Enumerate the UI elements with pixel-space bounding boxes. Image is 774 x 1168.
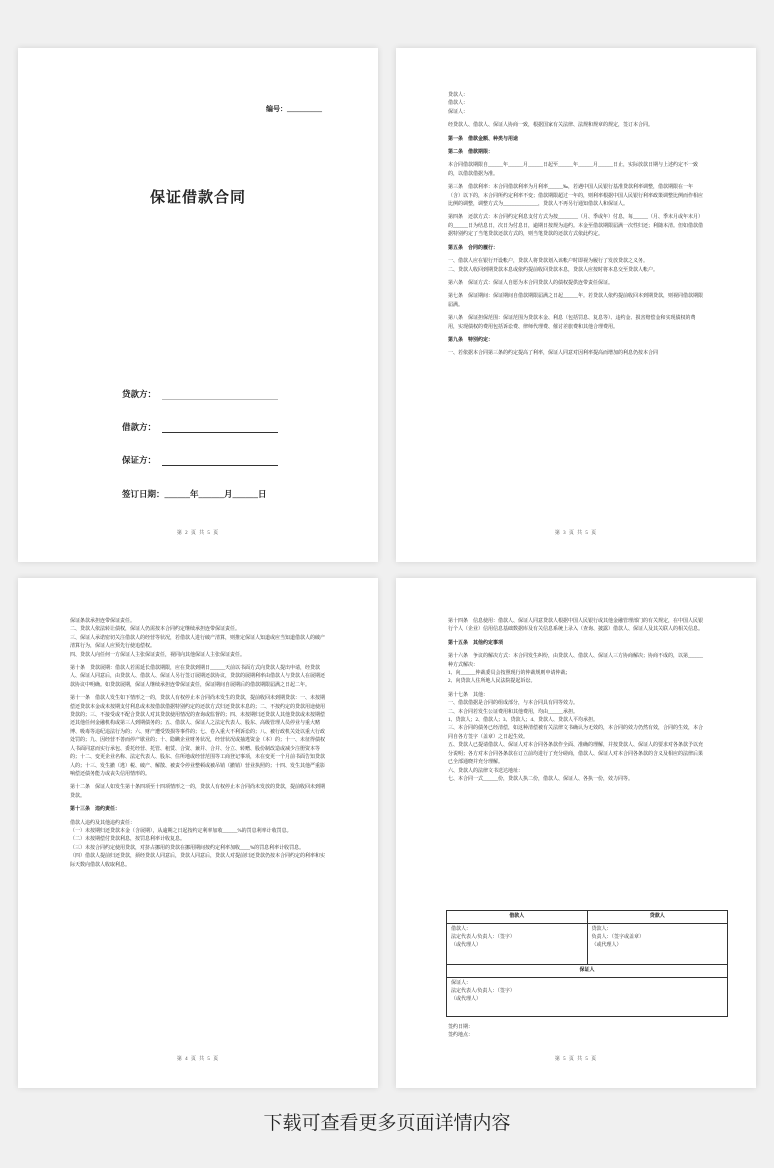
lender-header: 借款人	[447, 911, 588, 924]
clause-paragraph: 经贷款人、借款人、保证人协商一致，根据国家有关法律、法规和规章的规定，签订本合同。	[448, 123, 654, 129]
clause-paragraph: 第十六条 争议的解决方式：本合同发生纠纷，由贷款人、借款人、保证人三方协商解决；协商不成的，以第______种方式解决： 1、向______仲裁委员会按照现行的仲裁规则申请仲裁； 2、向贷款人住所地人民法院提起诉讼。	[448, 654, 704, 685]
sign-date: 签订日期：______年______月______日	[122, 489, 267, 499]
clause-paragraph: 一、若依据本合同第三条的约定提高了利率，保证人同意对因利率提高而增加的利息仍按本合同	[448, 351, 659, 357]
guarantor-header: 保证人	[447, 965, 728, 978]
section-heading: 第二条 借款期限：	[448, 150, 494, 156]
signature-table	[446, 910, 728, 1017]
lender-field	[122, 388, 278, 400]
page-body	[448, 92, 704, 364]
clause-paragraph: 第七条 保证期间：保证期间自借款期限届满之日起______年。若贷款人依约提前收回本到期贷款，则视同借款期限届满。	[448, 294, 704, 308]
clause-paragraph: 第十一条 借款人发生如下情形之一的，贷款人有权停止本合同尚未发生的贷款，提前收回未到期贷款：一、未按期偿还贷款本金或未按期支付利息或未按借款借据特别约定的还款方式归还贷款本息的；二、不按约定的贷款用途使用贷款的；三、不接受或不配合贷款人对其贷款使用情况的查询或监督的；四、未按期归还贷款人其他贷款或未按期偿还其他任何金融机构或第三人到期债务的；五、借款人、保证人之法定代表人、股东、高级管理人员停业与重大赌博、吸毒等违纪违法行为的；六、财产遭受毁损等事件的；七、卷入重大不利诉讼的；八、被行政机关处以重大行政处罚的；九、因经营不善而停产歇业的；十、隐瞒企业财务状况，经营状况或抽逃资金（本）的；十一、未征得债权人书面同意而实行承包、委托经营、托管、租赁、合资、兼并、合并、分立、转赠、股份制改造或减少注册资本等的；十二、变更企业名称、法定代表人、股东、住所地或经营范围等工商登记事项，未在变更一个月前书面告知贷款人的；十三、发生撤（逃）税、破产、解散、被责令停业整顿或被吊销（撤销）营业执照的；十四、发生其他严重影响偿还债务能力或丧失信用情形的。	[70, 696, 326, 777]
contract-title: 保证借款合同	[149, 190, 246, 206]
page-body	[448, 618, 704, 789]
borrower-header: 贷款人	[587, 911, 728, 924]
sign-date-place: 签约日期： 签约地点：	[448, 1025, 474, 1038]
guarantor-field	[122, 454, 278, 466]
page-footer: 第 5 页 共 5 页	[554, 1057, 598, 1062]
clause-paragraph: 第十四条 信息使用：借款人、保证人同意贷款人根据中国人民银行或其他金融管理部门的有关规定，在中国人民银行个人（企业）信用信息基础数据库及有关信息系统上录入（查询、披露）借款人、保证人及其关联人的相关信息。	[448, 619, 704, 633]
page-footer: 第 4 页 共 5 页	[176, 1057, 220, 1062]
borrower-signature-cell: 贷款人： 负责人：（签字或盖章） （或代理人）	[587, 924, 728, 965]
guarantor-blank	[162, 456, 278, 466]
page-footer: 第 3 页 共 5 页	[554, 531, 598, 536]
clause-paragraph: 第四条 还款方式：本合同约定利息支付方式为按________（月、季或年）付息，每______（月、季末月或年末月）的______日为结息日，次日为付息日，逾期日按规为违约。本金至借款期限届满一次性归还；利随本清。但如借款借据特别约定了当笔贷款还款方式的，则当笔贷款的还款方式依此约定。	[448, 215, 704, 238]
lender-label: 贷款方：	[122, 389, 157, 399]
clause-paragraph: 第十二条 保证人如发生第十条四项至十四项情形之一的，贷款人有权停止本合同尚未发放的贷款，提前收回未到期贷款。	[70, 785, 326, 799]
page-body	[70, 618, 326, 875]
download-caption: 下载可查看更多页面详情内容	[263, 1112, 511, 1134]
clause-paragraph: 借款人违约及其他违约责任： （一）未按期归还贷款本金（含展期），从逾期之日起按约定利率加收______%的罚息利率计收罚息。 （二）未按期偿付贷款利息，按罚息利率计收复息。 （三）未按合同约定使用贷款，对挤占挪用的贷款在挪用期间按约定利率加收____%的罚息利率计收罚息。 （四）借款人提前归还贷款，须经贷款人同意后，贷款人同意后，贷款人对提前归还贷款仍按本合同约定的利率和实际天数向借款人收取利息。	[70, 820, 326, 868]
lender-blank	[162, 390, 278, 400]
section-heading: 第十三条 违约责任：	[70, 807, 121, 813]
section-heading: 第五条 合同的履行：	[448, 245, 499, 251]
clause-paragraph: 一、借款人应在银行开设帐户，贷款人将贷款划入该帐户时即视为履行了发放贷款之义务。 二、贷款人收回到期贷款本息或依约提前收回贷款本息，贷款人应按时将本息交至贷款人帐户。	[448, 259, 659, 273]
document-page-cover	[18, 48, 378, 562]
document-page-3	[18, 578, 378, 1088]
clause-paragraph: 第十七条 其他： 一、借款借据是合同的组成部分，与本合同具有同等效力。 二、本合同若发生公证费用和其他费用，均由______承担。 1、贷款人；2、借款人；3、贷款人；4、贷款人、贷款人平均承担。 三、本合同的债务已经清偿，如这种清偿被有关法律文书确认为无效的，本合同的效力仍然有效，合同的生效，本合同自各方签字（盖章）之日起生效。 五、贷款人已提请借款人、保证人对本合同各条款作全面、准确的理解，并按贷款人、保证人的要求对各条款予以充分说明；各方对本合同各条款在订立前均进行了充分磋商，借款人、保证人对本合同各条款的含义及相应的法律后果已全部通晓并充分理解。 六、贷款人的法律文书送达地址： 七、本合同一式______份，贷款人执二份，借款人、保证人、各执一份，效力同等。	[448, 692, 704, 782]
clause-paragraph: 保证条款承担连带保证责任。 二、贷款人依法转让债权，保证人仍需按本合同约定继续承担连带保证责任。 三、保证人承诺密切关注借款人的经营等状况，若借款人进行破产清算，则推定保证人知道或应当知道借款人的破产清算行为，保证人应预先行使追偿权。 四、贷款人向任何一方保证人主张保证责任，视同向其他保证人主张保证责任。	[70, 619, 326, 658]
borrower-label: 借款方：	[122, 422, 157, 432]
borrower-blank	[162, 423, 278, 433]
clause-paragraph: 本合同借款期限自______年______月______日起至______年______月______日止，实际放款日期与上述约定不一致的，以借款借据为准。	[448, 163, 699, 177]
clause-paragraph: 第三条 借款利率：本合同借款利率为月利率______‰，若遇中国人民银行基准贷款利率调整，借款期限在一年（含）以下的，本合同所约定利率不变；借款期限超过一年的，则利率根据中国人民银行利率政策调整比例而作相应比例的调整，调整方式为______________，贷款人不再另行通知借款人和保证人。	[448, 185, 704, 208]
section-heading: 第一条 借款金额、种类与用途	[448, 136, 519, 142]
document-page-4	[396, 578, 756, 1088]
borrower-field	[122, 421, 278, 433]
clause-paragraph: 贷款人： 借款人： 保证人：	[448, 93, 469, 115]
clause-paragraph: 第十条 贷款展期：借款人若需延长借款期限，应在贷款到期日______天前以书面方式向贷款人提出申请，经贷款人、保证人同意后，由贷款人、借款人、保证人另行签订展期还款协议，贷款的展期利率由借款人与贷款人在展期还款协议中明确。如贷款展期，保证人继续承担连带保证责任，保证期间自展期后的借款期限届满之日起二年。	[70, 666, 326, 688]
clause-paragraph: 第六条 保证方式：保证人自愿为本合同贷款人的债权提供连带责任保证。	[448, 280, 614, 286]
contract-number: 编号：__________	[266, 105, 322, 113]
section-heading: 第十五条 其他约定事项	[448, 640, 504, 646]
section-heading: 第九条 特别约定：	[448, 337, 494, 343]
lender-signature-cell: 借款人： 法定代表人/负责人：（签字） （或代理人）	[447, 924, 588, 965]
guarantor-signature-cell: 保证人： 法定代表人/负责人：（签字） （或代理人）	[447, 978, 728, 1017]
document-page-2	[396, 48, 756, 562]
guarantor-label: 保证方：	[122, 455, 157, 465]
clause-paragraph: 第八条 保证担保范围：保证范围为贷款本金、利息（包括罚息、复息等）、违约金、损害赔偿金和实现债权的费用，实现债权的费用包括诉讼费、律师代理费、催讨差旅费和其他合理费用。	[448, 316, 696, 330]
page-footer: 第 2 页 共 5 页	[176, 531, 220, 536]
